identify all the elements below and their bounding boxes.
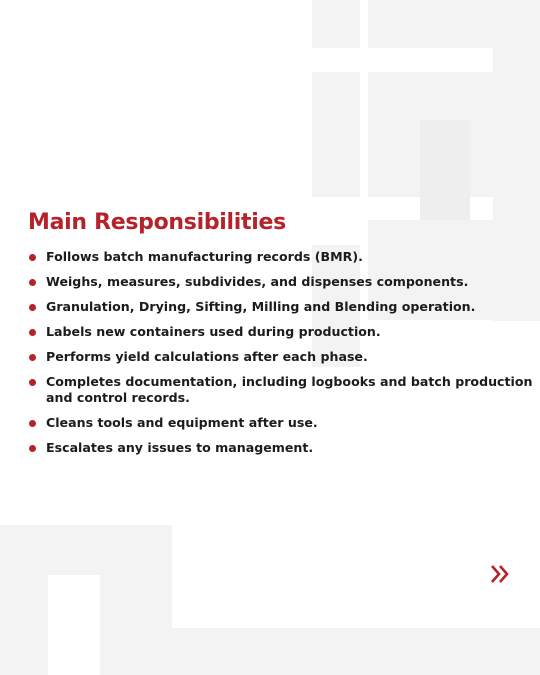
list-item-text: Escalates any issues to management. — [46, 440, 314, 455]
bullet-icon — [29, 420, 36, 427]
decor-block — [48, 575, 100, 630]
list-item — [28, 374, 534, 406]
list-item-text: Weighs, measures, subdivides, and dispenses components. — [46, 274, 469, 289]
bullet-icon — [29, 354, 36, 361]
list-item — [28, 349, 534, 365]
decor-block — [368, 0, 540, 48]
responsibilities-section — [28, 206, 534, 465]
list-item-text: Performs yield calculations after each phase. — [46, 349, 368, 364]
list-item — [28, 274, 534, 290]
decor-block — [0, 525, 172, 575]
bullet-icon — [29, 445, 36, 452]
decor-block — [312, 72, 360, 197]
bullet-icon — [29, 379, 36, 386]
next-slide-button[interactable] — [489, 564, 511, 584]
list-item — [28, 415, 534, 431]
list-item-text: Labels new containers used during production. — [46, 324, 381, 339]
decor-block — [100, 575, 172, 675]
decor-block — [172, 628, 540, 675]
decor-block — [420, 120, 470, 220]
list-item — [28, 299, 534, 315]
list-item — [28, 440, 534, 456]
section-heading: Main Responsibilities — [28, 210, 286, 235]
list-item-text: Completes documentation, including logbooks and batch production and control records. — [46, 374, 533, 405]
decor-block — [312, 0, 360, 48]
responsibilities-list — [28, 249, 534, 456]
list-item — [28, 324, 534, 340]
bullet-icon — [29, 279, 36, 286]
list-item-text: Granulation, Drying, Sifting, Milling and Blending operation. — [46, 299, 476, 314]
list-item-text: Cleans tools and equipment after use. — [46, 415, 318, 430]
bullet-icon — [29, 329, 36, 336]
double-chevron-right-icon — [489, 564, 511, 584]
bullet-icon — [29, 254, 36, 261]
list-item — [28, 249, 534, 265]
list-item-text: Follows batch manufacturing records (BMR). — [46, 249, 363, 264]
bullet-icon — [29, 304, 36, 311]
decor-block — [0, 575, 48, 675]
